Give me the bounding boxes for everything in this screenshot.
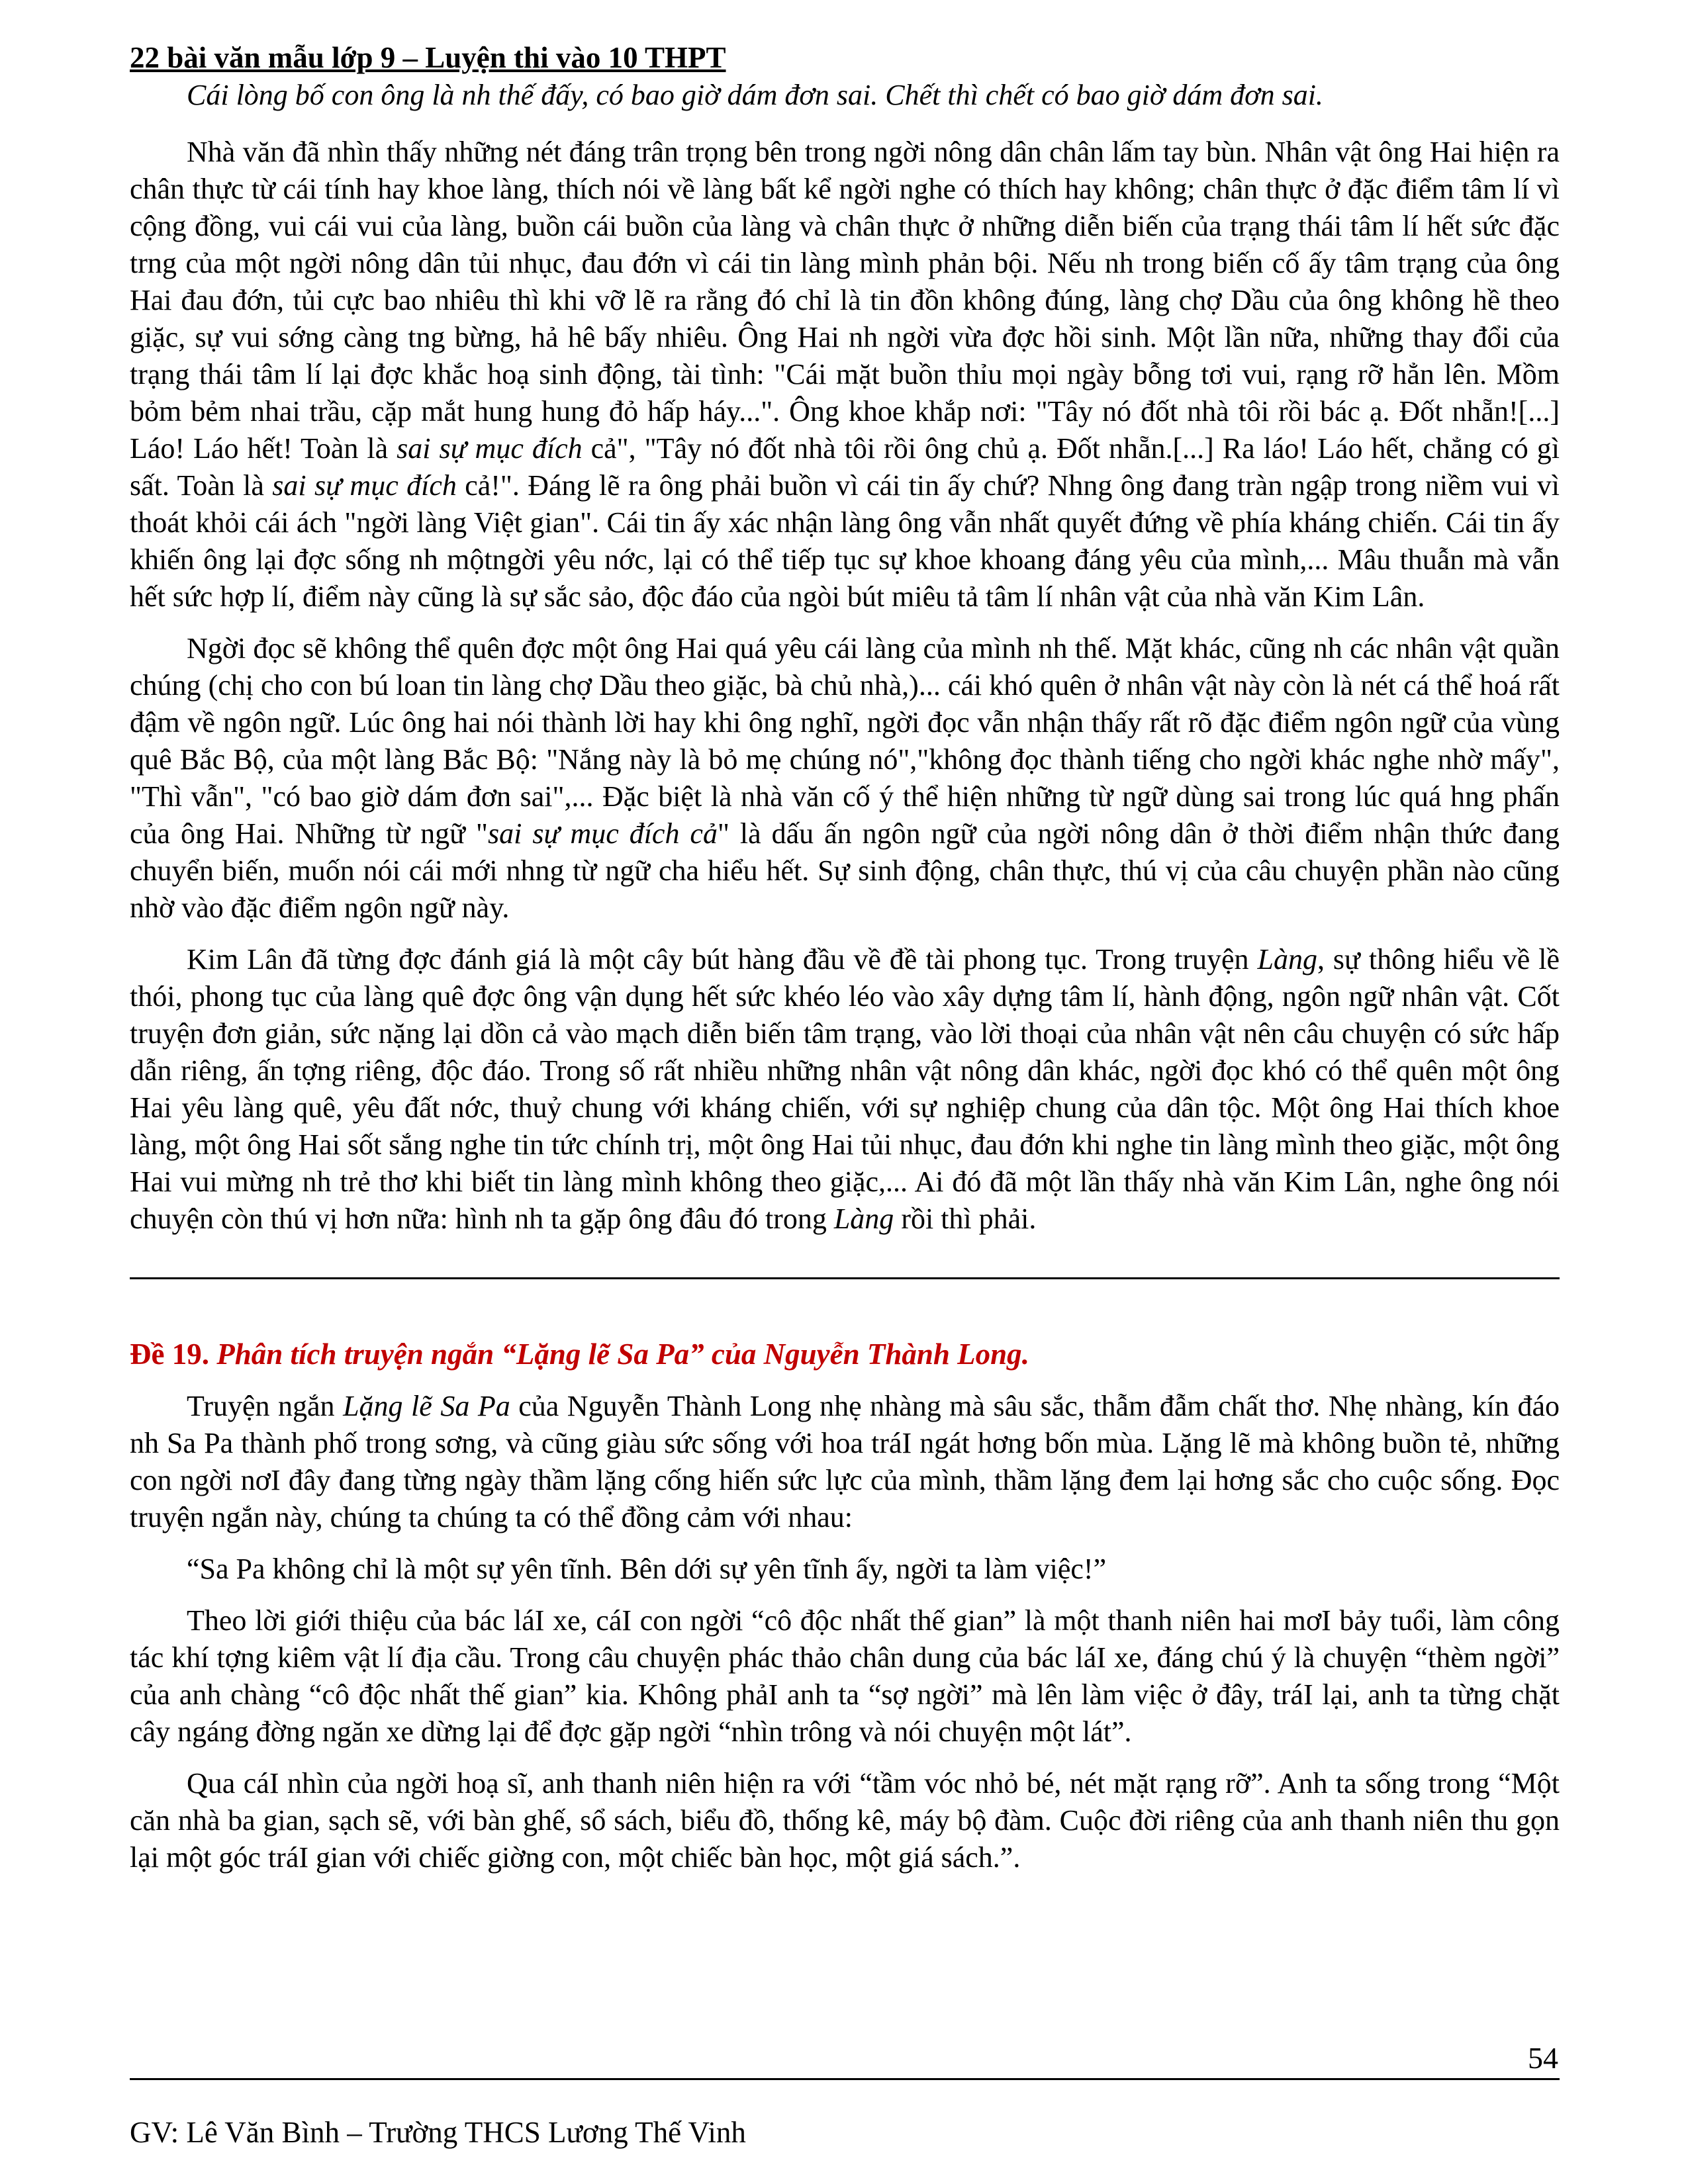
paragraph-2-text-a: Ngời đọc sẽ không thể quên đợc một ông Hai quá yêu cái làng của mình nh thế. Mặt khác, cũng nh các nhân vật quần chúng (chị cho con bú loan tin làng chợ Dầu theo giặc, bà chủ nhà,)... cái khó quên ở nhân vật này còn là nét cá thể hoá rất đậm về ngôn ngữ. Lúc ông hai nói thành lời hay khi ông nghĩ, ngời đọc vẫn nhận thấy rất rõ đặc điểm ngôn ngữ của vùng quê Bắc Bộ, của một làng Bắc Bộ: "Nắng này là bỏ mẹ chúng nó","không đọc thành tiếng cho ngời khác nghe nhờ mấy", "Thì vẫn", "có bao giờ dám đơn sai",... Đặc biệt là nhà văn cố ý thể hiện những từ ngữ dùng sai trong lúc quá hng phấn của ông Hai. Những từ ngữ " [130,632,1560,850]
paragraph-3-text-c: , sự thông hiểu về lề thói, phong tục của làng quê đợc ông vận dụng hết sức khéo léo vào xây dựng tâm lí, hành động, ngôn ngữ nhân vật. Cốt truyện đơn giản, sức nặng lại dồn cả vào mạch diễn biến tâm trạng, vào lời thoại của nhân vật nên câu chuyện có sức hấp dẫn riêng, ấn tợng riêng, độc đáo. Trong số rất nhiều những nhân vật nông dân khác, ngời đọc khó có thể quên một ông Hai yêu làng quê, yêu đất nớc, thuỷ chung với kháng chiến, với sự nghiệp chung của dân tộc. Một ông Hai thích khoe làng, một ông Hai sốt sắng nghe tin tức chính trị, một ông Hai tủi nhục, đau đớn khi nghe tin làng mình theo giặc, một ông Hai vui mừng nh trẻ thơ khi biết tin làng mình không theo giặc,... Ai đó đã một lần thấy nhà văn Kim Lân, nghe ông nói chuyện còn thú vị hơn nữa: hình nh ta gặp ông đâu đó trong [130,943,1560,1235]
footer-divider [130,2078,1560,2080]
section-divider [130,1277,1560,1279]
page-number: 54 [1528,2041,1558,2075]
section-title-end: . [1021,1338,1029,1371]
paragraph-1-italic-d: sai sự mục đích [272,469,457,502]
section-paragraph-3: Qua cáI nhìn của ngời hoạ sĩ, anh thanh niên hiện ra với “tầm vóc nhỏ bé, nét mặt rạng rỡ”. Anh ta sống trong “Một căn nhà ba gian, sạch sẽ, với bàn ghế, sổ sách, biểu đồ, thống kê, máy bộ đàm. Cuộc đời riêng của anh thanh niên thu gọn lại một góc tráI gian với chiếc giờng con, một chiếc bàn học, một giá sách.”. [130,1767,1560,1874]
quote-line: Cái lòng bố con ông là nh thế đấy, có bao giờ dám đơn sai. Chết thì chết có bao giờ dám đơn sai. [187,79,1323,111]
paragraph-1-italic-b: sai sự mục đích [397,432,583,465]
section-title [130,1335,1560,1373]
section-paragraph-1-text-a: Truyện ngắn [187,1390,344,1422]
section-paragraph-2: Theo lời giới thiệu của bác láI xe, cáI con ngời “cô độc nhất thế gian” là một thanh niên hai mơI bảy tuổi, làm công tác khí tợng kiêm vật lí địa cầu. Trong câu chuyện phác thảo chân dung của bác láI xe, đáng chú ý là chuyện “thèm ngời” của anh chàng “cô độc nhất thế gian” kia. Không phảI anh ta “sợ ngời” mà lên làm việc ở đây, tráI lại, anh ta từng chặt cây ngáng đờng ngăn xe dừng lại để đợc gặp ngời “nhìn trông và nói chuyện một lát”. [130,1604,1560,1748]
paragraph-3 [130,941,1560,1238]
document-page [130,38,1560,1891]
paragraph-3-text-e: rồi thì phải. [894,1203,1037,1235]
footer-author: GV: Lê Văn Bình – Trường THCS Lương Thế Vinh [130,2116,746,2149]
section-number: Đề 19. [130,1338,209,1371]
section-title-text: Phân tích truyện ngắn “Lặng lẽ Sa Pa” của Nguyễn Thành Long [209,1338,1022,1371]
paragraph-2-italic-b: sai sự mục đích cả [487,817,718,850]
paragraph-3-italic-b: Làng [1257,943,1317,976]
paragraph-2 [130,630,1560,927]
section-paragraph-1-text-c: của Nguyễn Thành Long nhẹ nhàng mà sâu sắc, thẫm đẫm chất thơ. Nhẹ nhàng, kín đáo nh Sa Pa thành phố trong sơng, và cũng giàu sức sống với hoa tráI ngát hơng bốn mùa. Lặng lẽ mà không buồn tẻ, những con ngời nơI đây đang từng ngày thầm lặng cống hiến sức lực của mình, thầm lặng đem lại hơng sắc cho cuộc sống. Đọc truyện ngắn này, chúng ta chúng ta có thể đồng cảm với nhau: [130,1390,1560,1533]
paragraph-2-text-c: " là dấu ấn ngôn ngữ của ngời nông dân ở thời điểm nhận thức đang chuyển biến, muốn nói cái mới nhng từ ngữ cha hiểu hết. Sự sinh động, chân thực, thú vị của câu chuyện phần nào cũng nhờ vào đặc điểm ngôn ngữ này. [130,817,1560,924]
section-paragraph-1 [130,1388,1560,1536]
paragraph-1-text-c: cả", "Tây nó đốt nhà tôi rồi ông chủ ạ. Đốt nhẵn.[...] Ra láo! Láo hết, chẳng có gì sất. Toàn là [130,432,1560,502]
paragraph-1-text-e: cả!". Đáng lẽ ra ông phải buồn vì cái tin ấy chứ? Nhng ông đang tràn ngập trong niềm vui vì thoát khỏi cái ách "ngời làng Việt gian". Cái tin ấy xác nhận làng ông vẫn nhất quyết đứng về phía kháng chiến. Cái tin ấy khiến ông lại đợc sống nh mộtngời yêu nớc, lại có thể tiếp tục sự khoe khoang đáng yêu của mình,... Mâu thuẫn mà vẫn hết sức hợp lí, điểm này cũng là sự sắc sảo, độc đáo của ngòi bút miêu tả tâm lí nhân vật của nhà văn Kim Lân. [130,469,1560,613]
header-title: 22 bài văn mẫu lớp 9 – Luyện thi vào 10 THPT [130,41,726,74]
paragraph-3-italic-d: Làng [833,1203,894,1235]
section-paragraph-1-italic-b: Lặng lẽ Sa Pa [343,1390,510,1422]
paragraph-3-text-a: Kim Lân đã từng đợc đánh giá là một cây bút hàng đầu về đề tài phong tục. Trong truyện [187,943,1258,976]
paragraph-1-text-a: Nhà văn đã nhìn thấy những nét đáng trân trọng bên trong ngời nông dân chân lấm tay bùn. Nhân vật ông Hai hiện ra chân thực từ cái tính hay khoe làng, thích nói về làng bất kể ngời nghe có thích hay không; chân thực ở đặc điểm tâm lí vì cộng đồng, vui cái vui của làng, buồn cái buồn của làng và chân thực ở những diễn biến của trạng thái tâm lí hết sức đặc trng của một ngời nông dân tủi nhục, đau đớn vì cái tin làng mình phản bội. Nếu nh trong biến cố ấy tâm trạng của ông Hai đau đớn, tủi cực bao nhiêu thì khi vỡ lẽ ra rằng đó chỉ là tin đồn không đúng, làng chợ Dầu của ông không hề theo giặc, sự vui sớng càng tng bừng, hả hê bấy nhiêu. Ông Hai nh ngời vừa đợc hồi sinh. Một lần nữa, những thay đổi của trạng thái tâm lí lại đợc khắc hoạ sinh động, tài tình: "Cái mặt buồn thỉu mọi ngày bỗng tơi vui, rạng rỡ hẳn lên. Mồm bỏm bẻm nhai trầu, cặp mắt hung hung đỏ hấp háy...". Ông khoe khắp nơi: "Tây nó đốt nhà tôi rồi bác ạ. Đốt nhẵn![...] Láo! Láo hết! Toàn là [130,136,1560,465]
paragraph-1 [130,134,1560,615]
section-saying: “Sa Pa không chỉ là một sự yên tĩnh. Bên dới sự yên tĩnh ấy, ngời ta làm việc!” [187,1553,1107,1585]
